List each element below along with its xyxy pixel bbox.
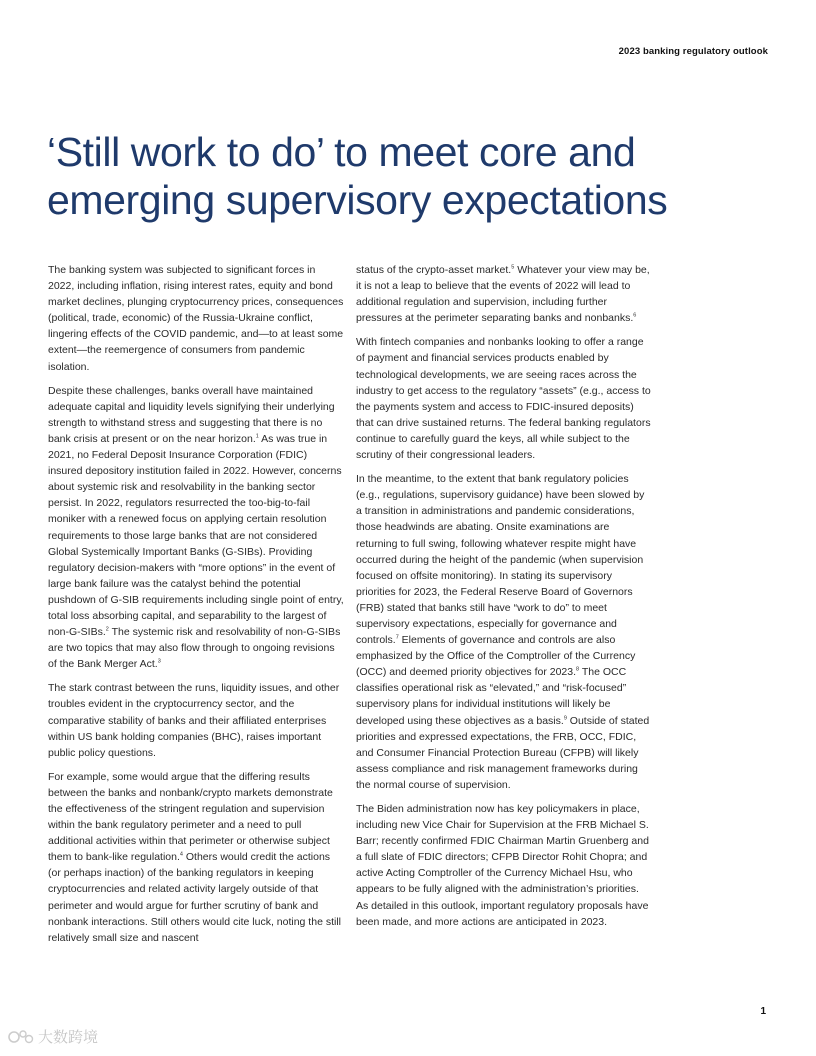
footnote-marker: 9 <box>563 715 567 722</box>
paragraph-text: Elements of governance and controls are also emphasized by the Office of the Comptroller of the Currency (OCC) and deemed priority objectives for 2023. <box>356 634 636 679</box>
page-title-line-2: emerging supervisory expectations <box>47 177 668 223</box>
paragraph-text: Outside of stated priorities and expressed expectations, the FRB, OCC, FDIC, and Consumer Financial Protection Bureau (CFPB) will likely assess compliance and risk management frameworks during the normal course of supervision. <box>356 714 650 791</box>
paragraph-text: The stark contrast between the runs, liquidity issues, and other troubles evident in the cryptocurrency sector, and the comparative stability of banks and their affiliated enterprises within US bank holding companies (BHC), raises important public policy questions. <box>48 682 340 759</box>
body-paragraph <box>48 383 344 673</box>
paragraph-text: Despite these challenges, banks overall have maintained adequate capital and liquidity levels signifying their underlying strength to withstand stress and suggesting that there is no bank crisis at present or on the near horizon. <box>48 384 335 445</box>
paragraph-text: The systemic risk and resolvability of non-G-SIBs are two topics that may also flow through to ongoing revisions of the Bank Merger Act. <box>48 626 341 671</box>
footnote-marker: 2 <box>105 626 109 633</box>
watermark <box>8 1026 98 1047</box>
page-title-line-1: ‘Still work to do’ to meet core and <box>47 129 636 175</box>
running-header: 2023 banking regulatory outlook <box>618 46 768 57</box>
paragraph-text: In the meantime, to the extent that bank regulatory policies (e.g., regulations, supervisory guidance) have been slowed by a transition in administrations and pandemic considerations, those headwinds are abating. Onsite examinations are returning to full swing, following whatever respite might have occurred during the height of the pandemic (when supervision focused on offsite monitoring). In stating its supervisory priorities for 2023, the Federal Reserve Board of Governors (FRB) stated that banks still have “work to do” to meet supervisory expectations, especially for governance and controls. <box>356 473 645 647</box>
watermark-text: 大数跨境 <box>38 1028 99 1046</box>
body-paragraph <box>48 680 344 760</box>
paragraph-text: Whatever your view may be, it is not a leap to believe that the events of 2022 will lead to additional regulation and supervision, including further pressures at the perimeter separating banks and nonbanks. <box>356 264 650 325</box>
paragraph-text: As was true in 2021, no Federal Deposit Insurance Corporation (FDIC) insured depository institution failed in 2022. However, concerns about systemic risk and resolvability in the banking sector persist. In 2022, regulators resurrected the too-big-to-fail moniker with a renewed focus on applying certain resolution requirements to those large banks that are not considered Global Systemically Important Banks (G-SIBs). Providing regulatory decision-makers with “more options” in the event of large bank failure was the catalyst behind the potential pushdown of G-SIB requirements including single point of entry, total loss absorbing capital, and separability to the largest of non-G-SIBs. <box>48 432 344 639</box>
body-paragraph <box>48 262 344 375</box>
paragraph-text: The Biden administration now has key policymakers in place, including new Vice Chair for Supervision at the FRB Michael S. Barr; recently confirmed FDIC Chairman Martin Gruenberg and a full slate of FDIC directors; CFPB Director Rohit Chopra; and active Acting Comptroller of the Currency Michael Hsu, who appears to be fully aligned with the administration’s priorities. As detailed in this outlook, important regulatory proposals have been made, and more actions are anticipated in 2023. <box>356 803 649 928</box>
footnote-marker: 4 <box>179 851 183 858</box>
body-paragraph <box>356 801 652 930</box>
watermark-logo-icon <box>8 1027 34 1047</box>
body-paragraph <box>356 334 652 463</box>
paragraph-text: status of the crypto-asset market. <box>356 264 512 276</box>
left-text-column <box>48 262 344 954</box>
body-paragraph <box>356 262 652 326</box>
footnote-marker: 8 <box>576 666 580 673</box>
footnote-marker: 3 <box>157 658 161 665</box>
paragraph-text: For example, some would argue that the differing results between the banks and nonbank/crypto markets demonstrate the effectiveness of the stringent regulation and supervision within the bank regulatory perimeter and a need to pull additional activities within that perimeter or otherwise subject them to bank-like regulation. <box>48 770 333 864</box>
paragraph-text: The banking system was subjected to significant forces in 2022, including inflation, rising interest rates, equity and bond market declines, plunging cryptocurrency prices, consequences (political, trade, economic) of the Russia-Ukraine conflict, lingering effects of the COVID pandemic, and—to at least some extent—the reemergence of consumers from pandemic isolation. <box>48 264 344 373</box>
page-number: 1 <box>760 1006 766 1017</box>
footnote-marker: 1 <box>255 433 259 440</box>
page-title <box>47 128 767 224</box>
right-text-column <box>356 262 652 938</box>
footnote-marker: 5 <box>511 264 515 271</box>
paragraph-text: The OCC classifies operational risk as “elevated,” and “risk-focused” supervisory plans for individual institutions will likely be developed using these objectives as a basis. <box>356 666 627 727</box>
footnote-marker: 7 <box>395 634 399 641</box>
body-paragraph <box>48 769 344 946</box>
footnote-marker: 6 <box>633 312 637 319</box>
paragraph-text: Others would credit the actions (or perhaps inaction) of the banking regulators in keeping cryptocurrencies and related activity largely outside of that perimeter and would argue for further scrutiny of bank and nonbank interactions. Still others would cite luck, noting the still relatively small size and nascent <box>48 851 341 944</box>
paragraph-text: With fintech companies and nonbanks looking to offer a range of payment and financial services products enabled by technological developments, we are seeing races across the industry to get access to the regulatory “assets” (e.g., access to the payments system and access to FDIC-insured deposits) that can drive sustained returns. The federal banking regulators continue to carefully guard the keys, all while subject to the scrutiny of their congressional leaders. <box>356 336 651 462</box>
body-paragraph <box>356 471 652 793</box>
